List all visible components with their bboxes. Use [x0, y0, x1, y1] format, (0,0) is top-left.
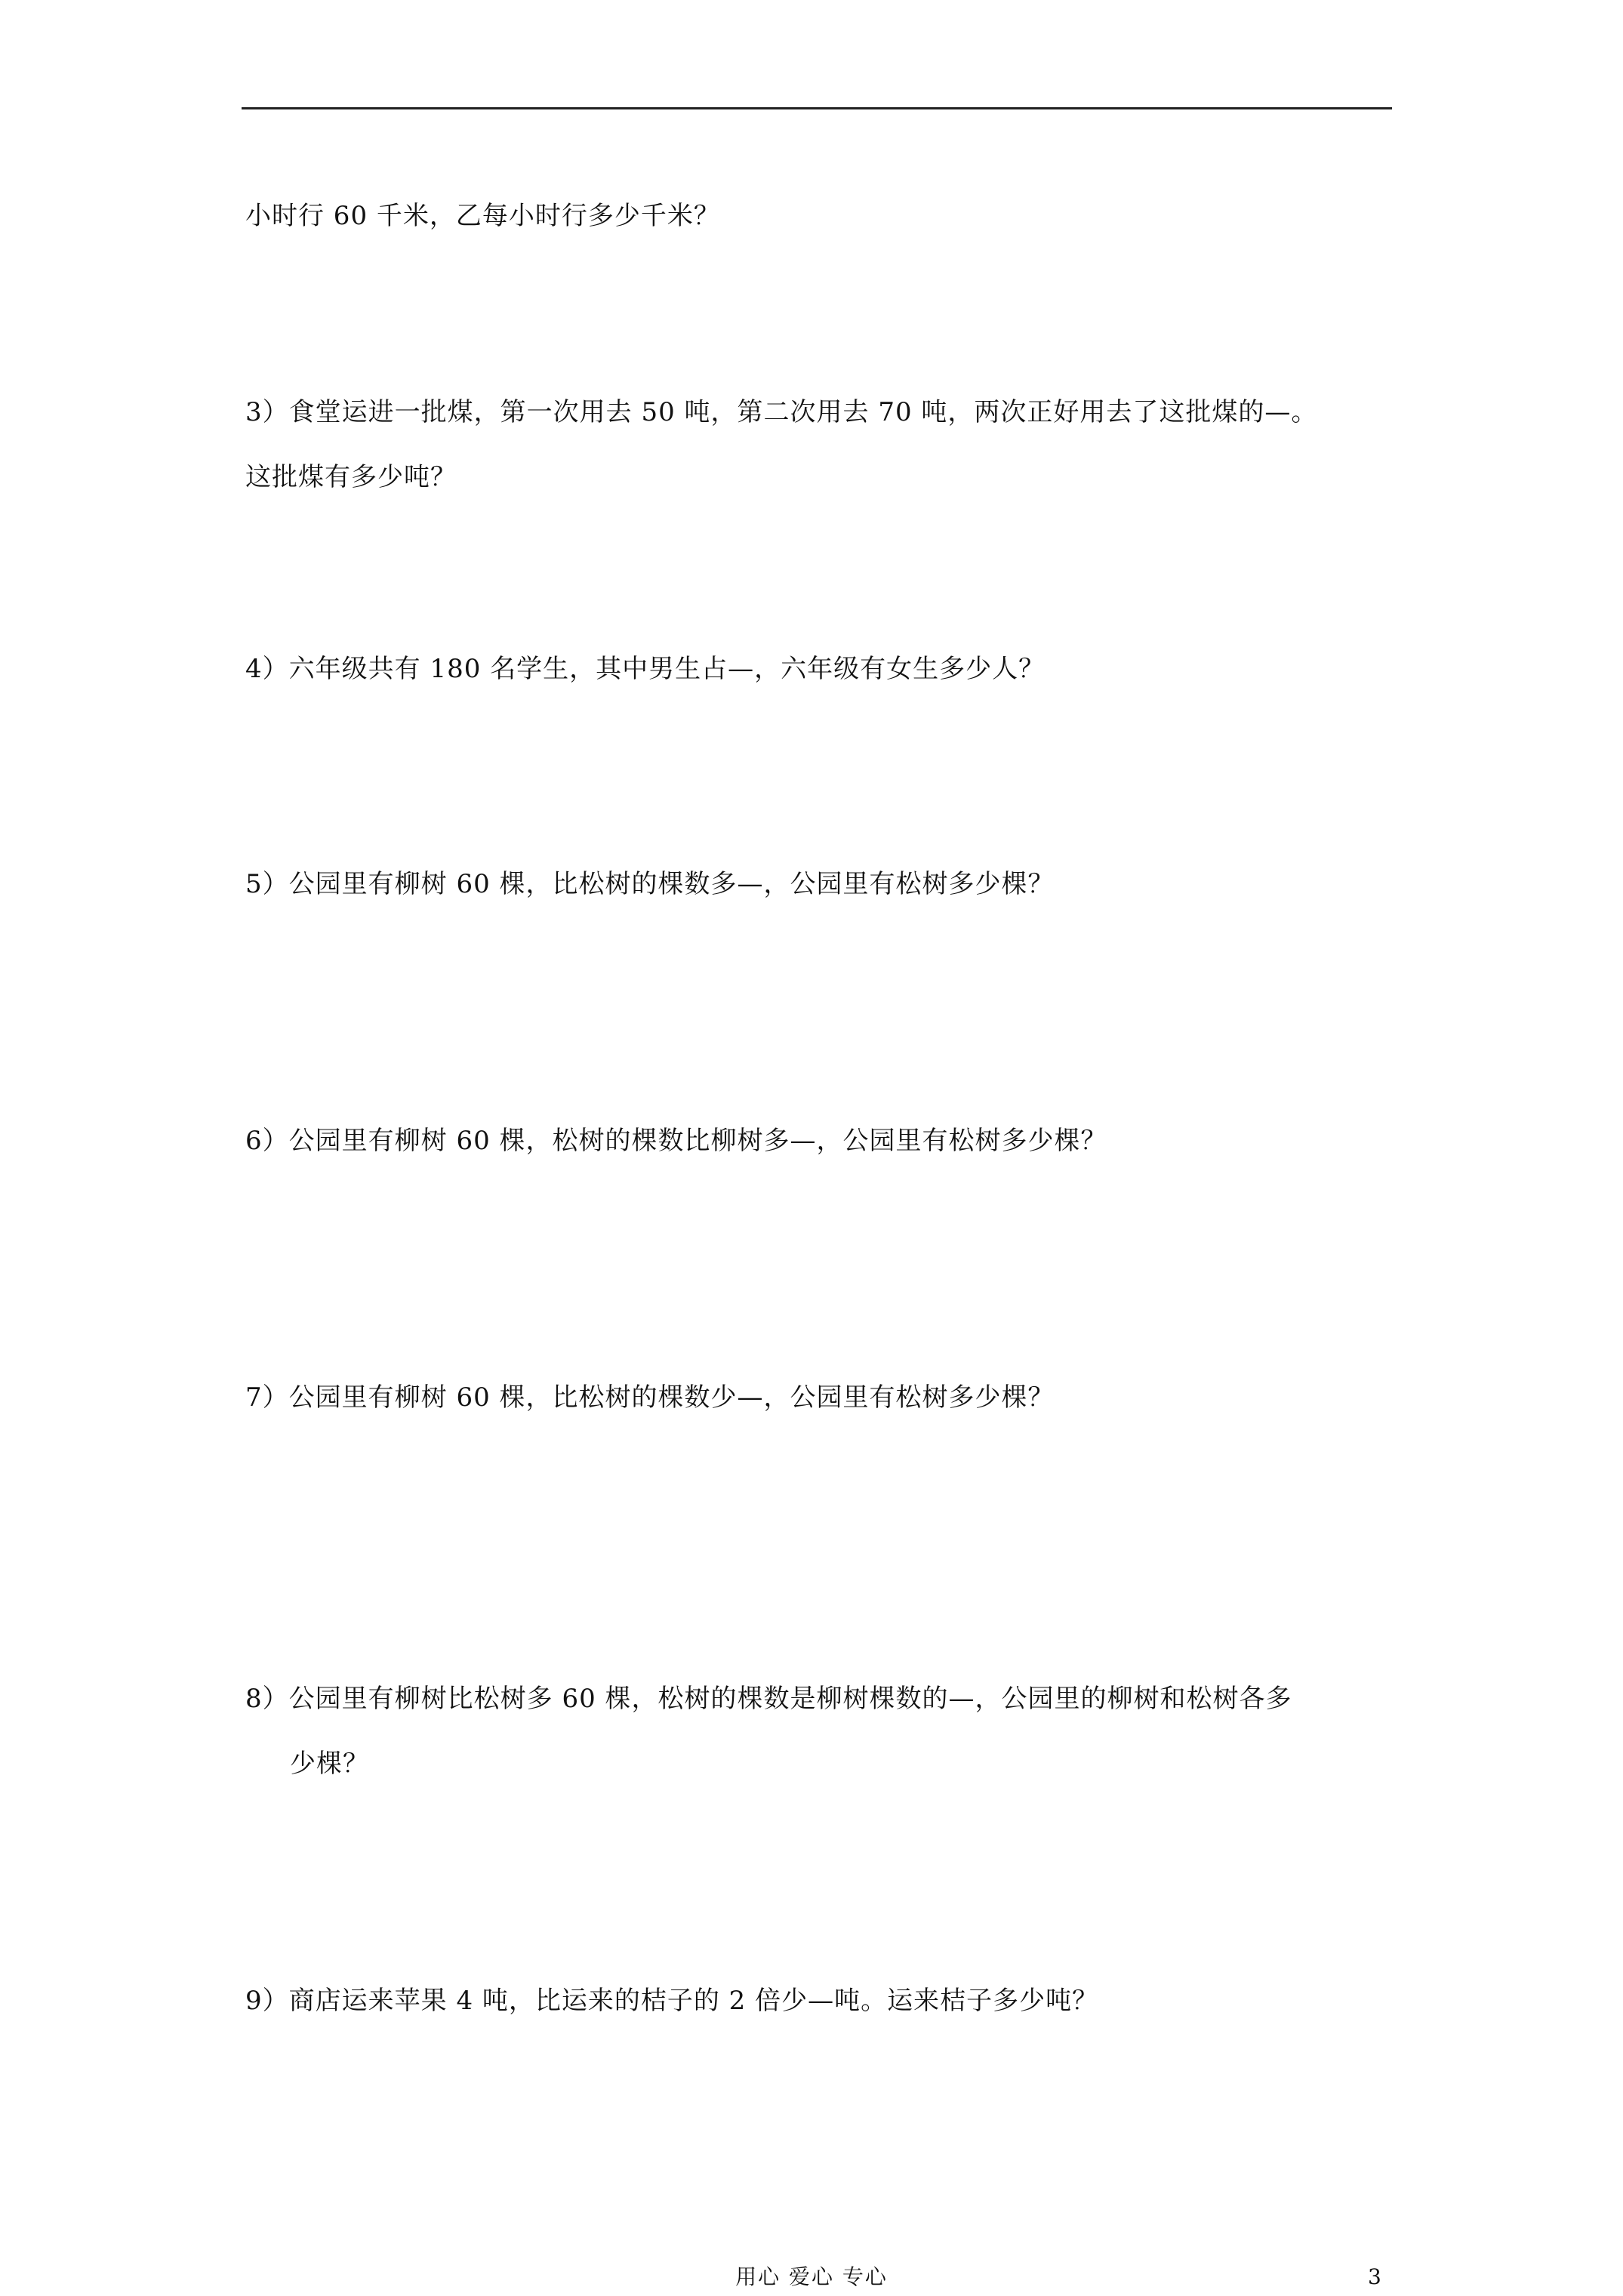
- page-number: 3: [1368, 2264, 1381, 2289]
- problem-8-line-1: 8）公园里有柳树比松树多 60 棵，松树的棵数是柳树棵数的—，公园里的柳树和松树各多: [245, 1684, 1292, 1714]
- problem-6: 6）公园里有柳树 60 棵，松树的棵数比柳树多—，公园里有松树多少棵？: [245, 1126, 1107, 1156]
- footer-slogan: 用心 爱心 专心: [735, 2264, 888, 2289]
- problem-4: 4）六年级共有 180 名学生，其中男生占—，六年级有女生多少人？: [245, 654, 1046, 684]
- problem-5: 5）公园里有柳树 60 棵，比松树的棵数多—，公园里有松树多少棵？: [245, 869, 1055, 899]
- problem-3-line-1: 3）食堂运进一批煤，第一次用去 50 吨，第二次用去 70 吨，两次正好用去了这批煤的—。: [245, 397, 1318, 427]
- header-rule: [242, 107, 1392, 109]
- problem-3-line-2: 这批煤有多少吨？: [245, 462, 457, 492]
- problem-7: 7）公园里有柳树 60 棵，比松树的棵数少—，公园里有松树多少棵？: [245, 1382, 1055, 1413]
- problem-2-continuation: 小时行 60 千米，乙每小时行多少千米？: [245, 201, 720, 231]
- problem-9: 9）商店运来苹果 4 吨，比运来的桔子的 2 倍少—吨。运来桔子多少吨？: [245, 1986, 1099, 2016]
- problem-8-line-2: 少棵？: [290, 1749, 369, 1779]
